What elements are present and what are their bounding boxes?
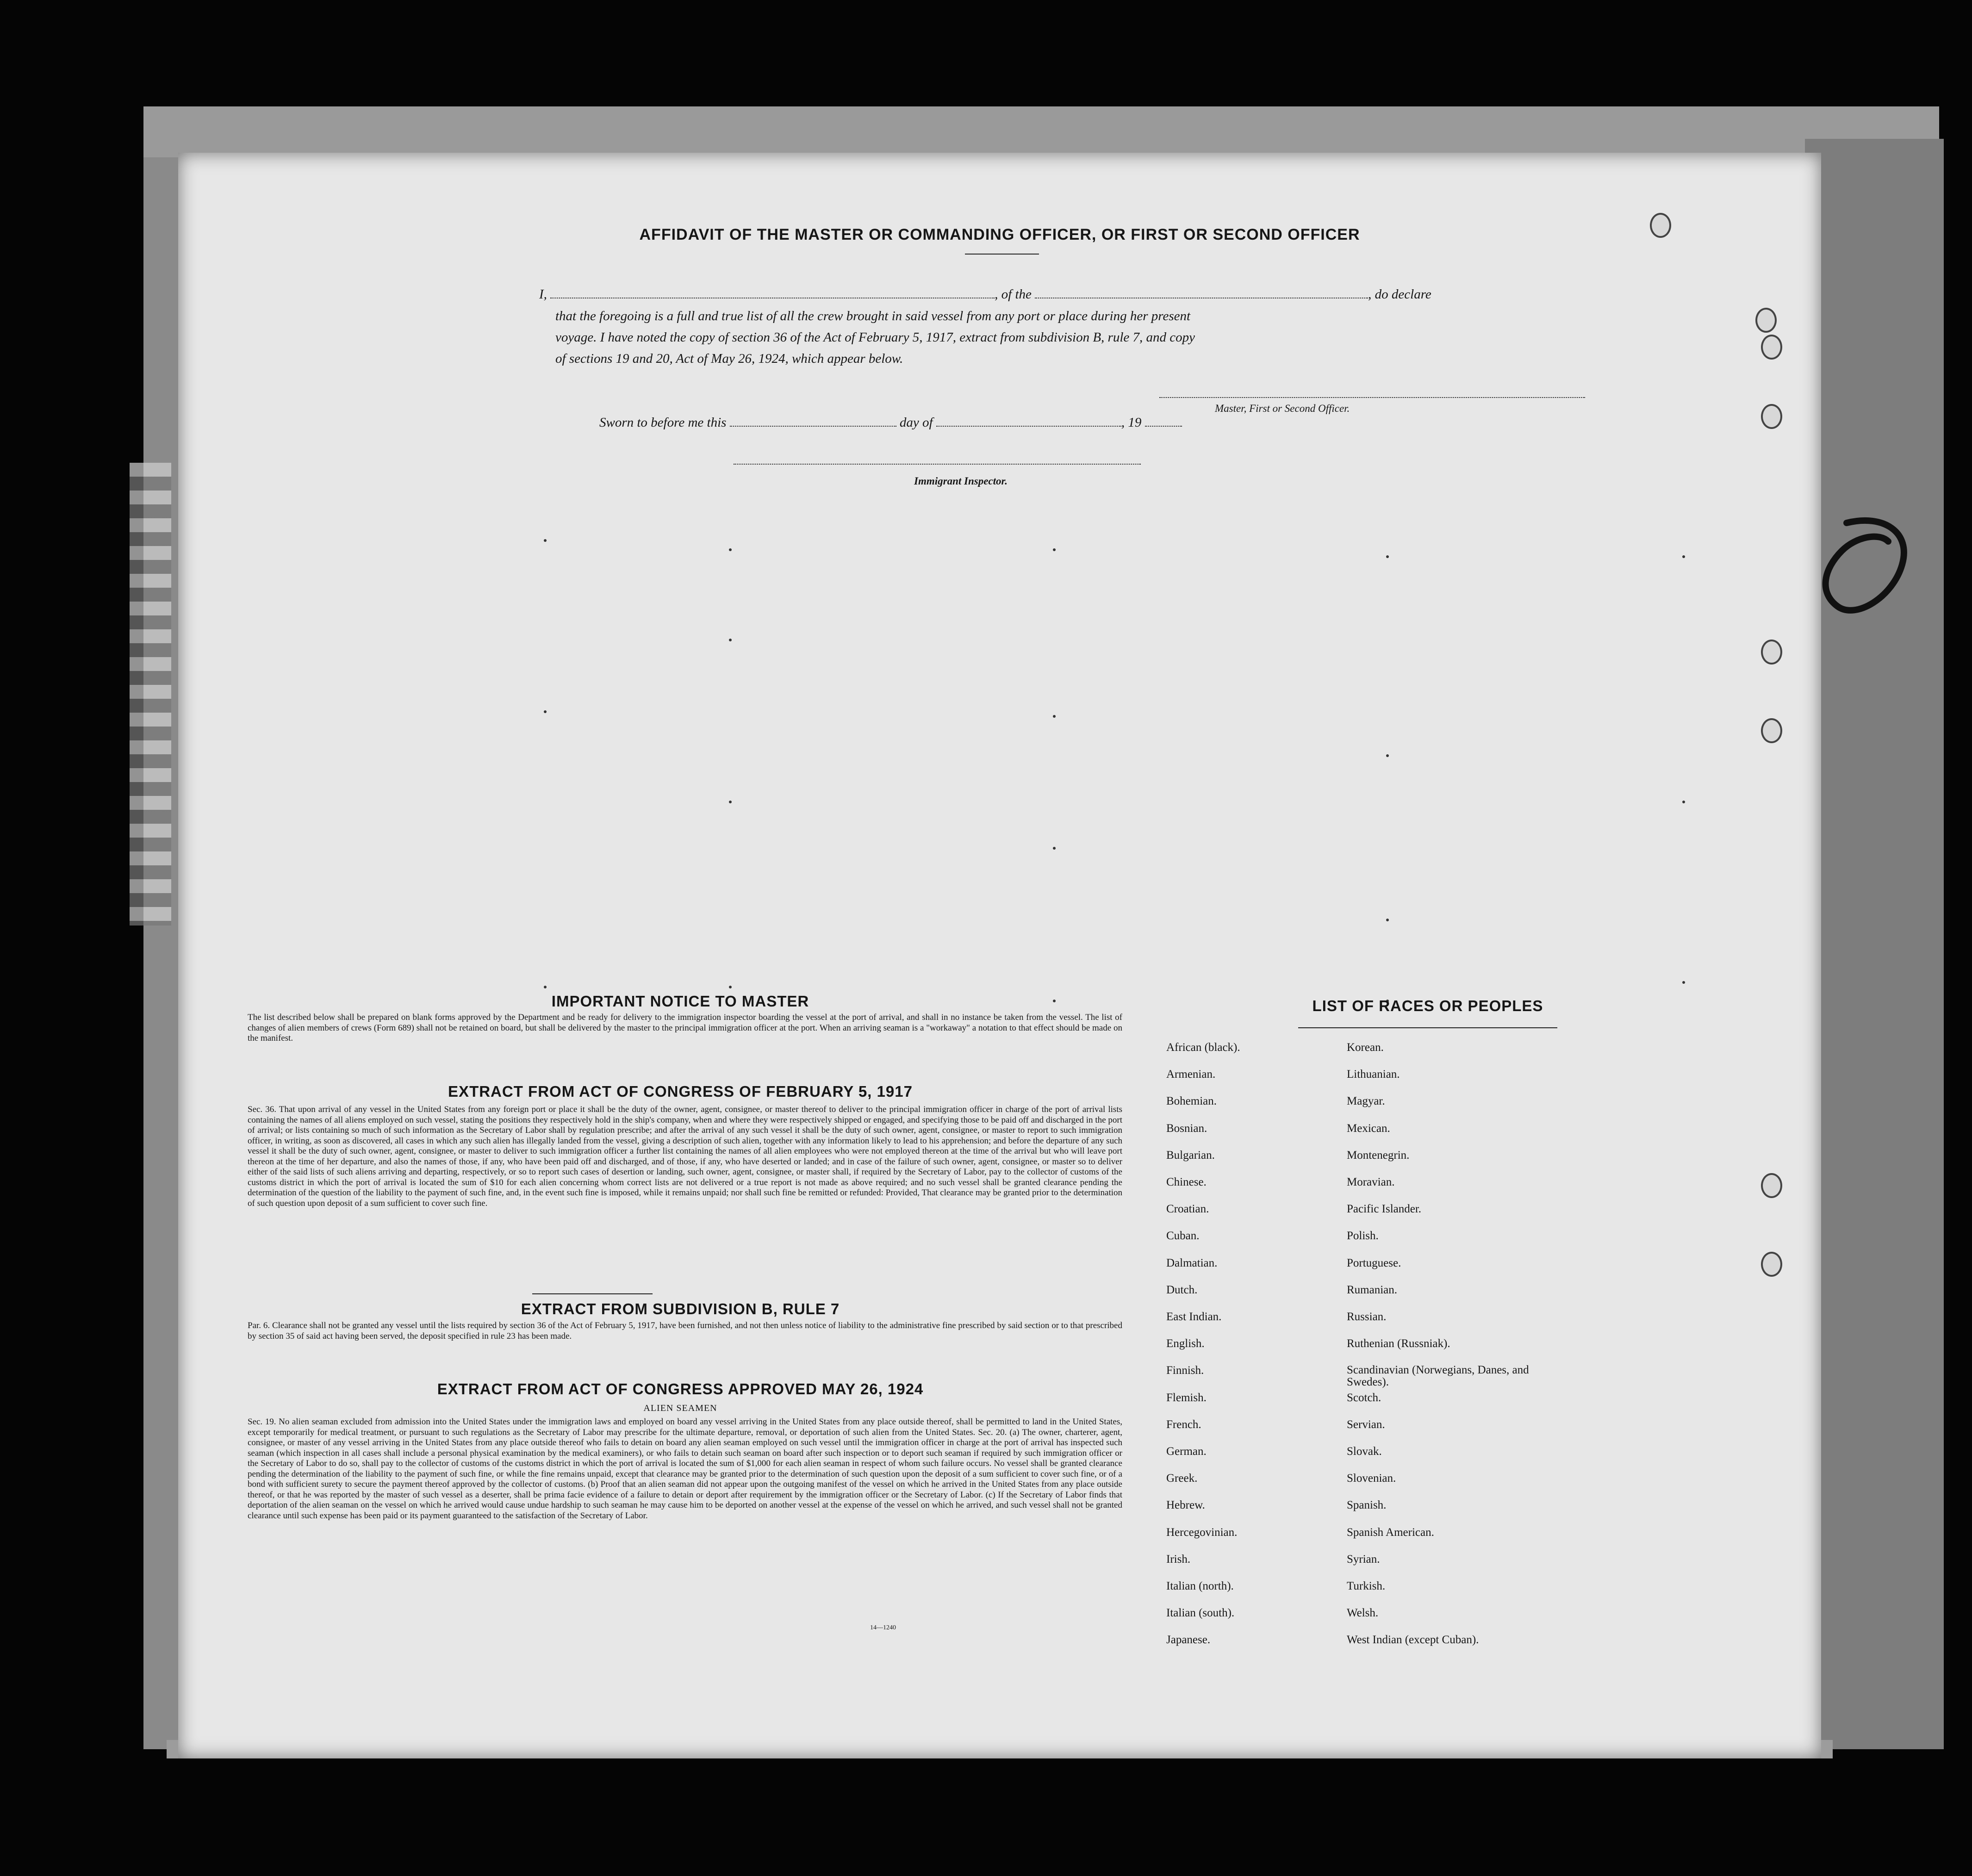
sworn-year-field[interactable] xyxy=(1145,416,1182,427)
bleed-dot xyxy=(544,710,547,713)
bleed-dot xyxy=(544,986,547,988)
race-item: Scandinavian (Norwegians, Danes, and Swedes). xyxy=(1347,1364,1529,1389)
race-item: Lithuanian. xyxy=(1347,1068,1400,1081)
race-item: Moravian. xyxy=(1347,1176,1395,1188)
master-signature-label: Master, First or Second Officer. xyxy=(1215,403,1350,414)
rule-7-text: Par. 6. Clearance shall not be granted any vessel until the lists required by section 36 of the Act of February 5, 1917, have been furnished, and not then unless notice of liability to the administrative fine prescribed by said section or to that prescribed by section 35 of said act having been served, the deposit specified in rule 23 has been made. xyxy=(248,1321,1122,1341)
inspector-label: Immigrant Inspector. xyxy=(914,475,1008,487)
race-item: Spanish American. xyxy=(1347,1526,1434,1539)
divider-rule xyxy=(532,1293,653,1294)
affidavit-form-sheet xyxy=(178,153,1821,1758)
race-item: Dalmatian. xyxy=(1166,1256,1218,1269)
race-item: Cuban. xyxy=(1166,1230,1200,1242)
alien-seamen-subtitle: ALIEN SEAMEN xyxy=(643,1403,717,1413)
year-label: , 19 xyxy=(1121,415,1142,430)
punch-hole xyxy=(1761,640,1782,665)
race-item: Rumanian. xyxy=(1347,1283,1398,1296)
bleed-dot xyxy=(729,801,732,803)
race-item: Ruthenian (Russniak). xyxy=(1347,1337,1450,1350)
bleed-dot xyxy=(729,986,732,988)
affidavit-line4: of sections 19 and 20, Act of May 26, 1924, which appear below. xyxy=(555,351,903,366)
bleed-dot xyxy=(1386,754,1389,757)
race-item: Japanese. xyxy=(1166,1634,1211,1646)
bleed-dot xyxy=(1053,847,1056,850)
affidavit-line3: voyage. I have noted the copy of section 36 of the Act of February 5, 1917, extract from subdivision B, rule 7, and copy xyxy=(555,330,1195,345)
handwritten-oval-mark xyxy=(1816,509,1821,514)
underlying-sheet-right xyxy=(1805,139,1944,1749)
race-item: Slovak. xyxy=(1347,1445,1382,1458)
race-item: Russian. xyxy=(1347,1311,1387,1323)
race-item: Finnish. xyxy=(1166,1364,1204,1377)
race-item: Hebrew. xyxy=(1166,1499,1205,1512)
race-item: Scotch. xyxy=(1347,1391,1381,1404)
sworn-month-field[interactable] xyxy=(936,416,1121,427)
notice-text: The list described below shall be prepared on blank forms approved by the Department and be ready for delivery to the immigration inspector boarding the vessel at the port of arrival, and shall in no instance be taken from the vessel. The list of changes of alien members of crews (Form 689) shall not be retained on board, but shall be delivered by the master to the principal immigration officer at the port. When an arriving seaman is a "workaway" a notation to that effect should be made on the manifest. xyxy=(248,1013,1122,1043)
race-item: German. xyxy=(1166,1445,1207,1458)
race-item: English. xyxy=(1166,1337,1205,1350)
race-item: Mexican. xyxy=(1347,1122,1390,1135)
affidavit-title: AFFIDAVIT OF THE MASTER OR COMMANDING OFFICER, OR FIRST OR SECOND OFFICER xyxy=(639,226,1360,243)
race-item: Greek. xyxy=(1166,1472,1198,1485)
day-of-label: day of xyxy=(899,415,933,430)
bleed-dot xyxy=(729,639,732,641)
declarant-i: I, xyxy=(539,287,547,302)
race-item: Turkish. xyxy=(1347,1580,1386,1592)
race-item: Irish. xyxy=(1166,1553,1191,1565)
extract-1924-text: Sec. 19. No alien seaman excluded from admission into the United States under the immigration laws and employed on board any vessel arriving in the United States from any place outside thereof, shall be permitted to land in the United States, except temporarily for medical treatment, or pursuant to such regulations as the Secretary of Labor may prescribe for the ultimate departure, removal, or deportation of such alien from the United States. Sec. 20. (a) The owner, charterer, agent, consignee, or master of any vessel arriving in the United States from any place outside thereof who fails to detain on board any alien seaman employed on such vessel until the immigration officer in charge at the port of arrival has inspected such seaman (which inspection in all cases shall include a personal physical examination by the medical examiners), or who fails to detain such seaman on board after such inspection or to deport such seaman if required by such immigration officer or the Secretary of Labor to do so, shall pay to the collector of customs of the customs district in which the port of arrival is located the sum of $1,000 for each alien seaman in respect of whom such failure occurs. No vessel shall be granted clearance pending the determination of the liability to the payment of such fine, or while the fine remains unpaid, except that clearance may be granted prior to the determination of such question upon the deposit of a sum sufficient to cover such fine, or of a bond with sufficient surety to secure the payment thereof approved by the collector of customs. (b) Proof that an alien seaman did not appear upon the outgoing manifest of the vessel on which he arrived in the United States from any place outside thereof, or that he was reported by the master of such vessel as a deserter, shall be prima facie evidence of a failure to detain or deport after requirement by the immigration officer or the Secretary of Labor. (c) If the Secretary of Labor finds that deportation of the alien seaman on the vessel on which he arrived would cause undue hardship to such seaman he may cause him to be deported on another vessel at the expense of the vessel on which he arrived, and such vessel shall not be granted clearance until such expense has been paid or its payment guaranteed to the satisfaction of the Secretary of Labor. xyxy=(248,1417,1122,1521)
rule-7-title: EXTRACT FROM SUBDIVISION B, RULE 7 xyxy=(521,1300,840,1317)
bleed-dot xyxy=(1386,555,1389,558)
race-item: Korean. xyxy=(1347,1041,1384,1054)
master-signature-line[interactable] xyxy=(1159,397,1585,398)
race-item: Bulgarian. xyxy=(1166,1149,1215,1162)
race-item: Hercegovinian. xyxy=(1166,1526,1238,1539)
declarant-name-field[interactable] xyxy=(550,288,995,298)
punch-hole xyxy=(1761,1252,1782,1277)
race-item: French. xyxy=(1166,1418,1201,1431)
race-item: Pacific Islander. xyxy=(1347,1203,1422,1216)
form-number: 14—1240 xyxy=(870,1624,896,1631)
notice-title: IMPORTANT NOTICE TO MASTER xyxy=(551,993,809,1010)
declare-label: , do declare xyxy=(1368,287,1431,302)
affidavit-line2: that the foregoing is a full and true list of all the crew brought in said vessel from any port or place during her present xyxy=(555,309,1191,323)
race-item: Dutch. xyxy=(1166,1283,1198,1296)
race-item: Chinese. xyxy=(1166,1176,1207,1188)
race-item: Welsh. xyxy=(1347,1607,1379,1620)
bleed-dot xyxy=(1682,555,1685,558)
bleed-dot xyxy=(1053,548,1056,551)
race-item: West Indian (except Cuban). xyxy=(1347,1634,1479,1646)
punch-hole xyxy=(1761,1173,1782,1198)
title-rule xyxy=(965,254,1039,255)
race-item: Italian (south). xyxy=(1166,1607,1235,1620)
race-item: Bosnian. xyxy=(1166,1122,1207,1135)
bleed-dot xyxy=(544,539,547,542)
race-item: Montenegrin. xyxy=(1347,1149,1410,1162)
race-item: Spanish. xyxy=(1347,1499,1387,1512)
race-item: East Indian. xyxy=(1166,1311,1222,1323)
punch-hole xyxy=(1761,718,1782,743)
vessel-name-field[interactable] xyxy=(1035,288,1368,298)
of-the-label: , of the xyxy=(995,287,1032,302)
sworn-label: Sworn to before me this xyxy=(599,415,727,430)
bleed-dot xyxy=(1053,715,1056,718)
inspector-signature-line[interactable] xyxy=(734,464,1141,465)
race-item: Armenian. xyxy=(1166,1068,1216,1081)
race-item: Polish. xyxy=(1347,1230,1379,1242)
punch-hole xyxy=(1650,213,1671,238)
bleed-dot xyxy=(1386,919,1389,921)
bleed-dot xyxy=(1682,981,1685,984)
affidavit-line1 xyxy=(539,287,1636,302)
race-item: Italian (north). xyxy=(1166,1580,1234,1592)
bleed-dot xyxy=(1682,801,1685,803)
race-item: Flemish. xyxy=(1166,1391,1207,1404)
punch-hole xyxy=(1761,404,1782,429)
race-item: Syrian. xyxy=(1347,1553,1380,1565)
race-item: Slovenian. xyxy=(1347,1472,1396,1485)
races-title-rule xyxy=(1298,1027,1557,1028)
race-item: African (black). xyxy=(1166,1041,1240,1054)
race-item: Croatian. xyxy=(1166,1203,1209,1216)
sworn-day-field[interactable] xyxy=(730,416,896,427)
punch-hole xyxy=(1755,308,1777,333)
punch-hole xyxy=(1761,335,1782,360)
race-item: Bohemian. xyxy=(1166,1095,1217,1108)
extract-1924-title: EXTRACT FROM ACT OF CONGRESS APPROVED MAY 26, 1924 xyxy=(437,1380,924,1398)
extract-1917-text: Sec. 36. That upon arrival of any vessel in the United States from any foreign port or place it shall be the duty of the owner, agent, consignee, or master thereof to deliver to the principal immigration officer in charge of the port of arrival lists containing the names of all aliens employed on such vessel, stating the positions they respectively hold in the ship's company, when and where they were respectively shipped or engaged, and specifying those to be paid off and discharged in the port of arrival; or lists containing so much of such information as the Secretary of Labor shall by regulation prescribe; and after the arrival of any such vessel it shall be the duty of such owner, agent, consignee, or master to report to such immigration officer, in writing, as soon as discovered, all cases in which any such alien has illegally landed from the vessel, giving a description of such alien, together with any information likely to lead to his apprehension; and before the departure of any such vessel it shall be the duty of such owner, agent, consignee, or master to deliver to such immigration officer a further list containing the names of all alien employees who were not employed thereon at the time of the arrival but who will leave port thereon at the time of her departure, and also the names of those, if any, who have been paid off and discharged, and of those, if any, who have deserted or landed; and in case of the failure of such owner, agent, consignee, or master so to deliver either of the said lists of such aliens arriving and departing, respectively, or so to report such cases of desertion or landing, such owner, agent, consignee, or master shall, if required by the Secretary of Labor, pay to the collector of customs of the customs district in which the port of arrival is located the sum of $10 for each alien concerning whom correct lists are not delivered or a true report is not made as above required; and no such vessel shall be granted clearance pending the determination of the question of the liability to the payment of such fine, and, in the event such fine is imposed, while it remains unpaid; nor shall such fine be remitted or refunded: Provided, That clearance may be granted prior to the determination of such question upon deposit of a sum sufficient to cover such fine. xyxy=(248,1105,1122,1208)
binding-marks xyxy=(130,463,171,926)
bleed-dot xyxy=(729,548,732,551)
handwritten-loop-mark xyxy=(1819,514,1911,620)
race-item: Magyar. xyxy=(1347,1095,1385,1108)
race-item: Servian. xyxy=(1347,1418,1385,1431)
race-item: Portuguese. xyxy=(1347,1256,1401,1269)
extract-1917-title: EXTRACT FROM ACT OF CONGRESS OF FEBRUARY 5, 1917 xyxy=(448,1083,913,1100)
sworn-line xyxy=(599,415,1432,430)
races-title: LIST OF RACES OR PEOPLES xyxy=(1312,997,1543,1014)
underlying-sheet-top xyxy=(143,106,1939,157)
